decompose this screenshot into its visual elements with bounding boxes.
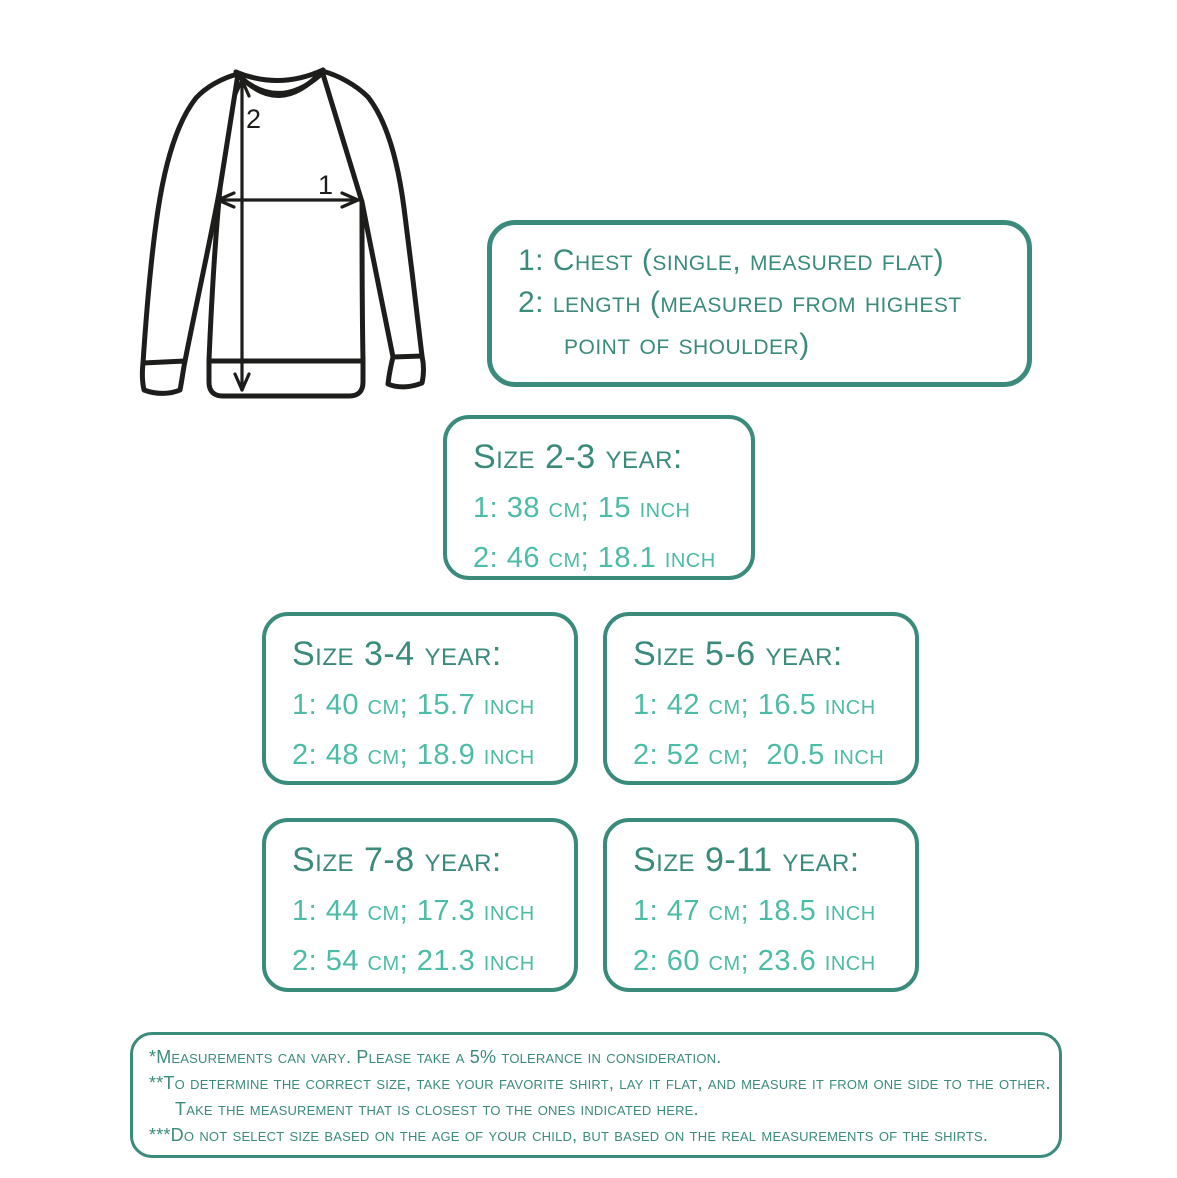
legend-line-length: 2: length (measured from highest xyxy=(518,286,962,319)
notes-box xyxy=(130,1032,1062,1158)
size-title: Size 2-3 year: xyxy=(473,438,683,476)
size-length-value: 2: 60 cm; 23.6 inch xyxy=(633,945,876,977)
note-age-warning: ***Do not select size based on the age of your child, but based on the real measurements of the shirts. xyxy=(149,1125,989,1145)
size-title: Size 7-8 year: xyxy=(292,841,502,879)
size-box-3-4-year xyxy=(262,612,578,785)
shirt-outline xyxy=(142,70,423,396)
size-length-value: 2: 46 cm; 18.1 inch xyxy=(473,542,716,574)
size-length-value: 2: 54 cm; 21.3 inch xyxy=(292,945,535,977)
note-how-to-measure-cont: Take the measurement that is closest to the ones indicated here. xyxy=(175,1099,699,1119)
size-chest-value: 1: 38 cm; 15 inch xyxy=(473,492,691,524)
size-chest-value: 1: 42 cm; 16.5 inch xyxy=(633,689,876,721)
size-length-value: 2: 52 cm; 20.5 inch xyxy=(633,739,885,771)
shirt-diagram xyxy=(132,50,482,435)
size-length-value: 2: 48 cm; 18.9 inch xyxy=(292,739,535,771)
legend-line-chest: 1: Chest (single, measured flat) xyxy=(518,244,945,277)
length-arrow-label: 2 xyxy=(246,104,262,134)
size-box-7-8-year xyxy=(262,818,578,992)
chest-arrow xyxy=(218,193,358,207)
note-how-to-measure: **To determine the correct size, take your favorite shirt, lay it flat, and measure it from one side to the other. xyxy=(149,1073,1051,1093)
note-tolerance: *Measurements can vary. Please take a 5% tolerance in consideration. xyxy=(149,1047,722,1067)
size-chest-value: 1: 47 cm; 18.5 inch xyxy=(633,895,876,927)
size-title: Size 9-11 year: xyxy=(633,841,860,879)
size-title: Size 5-6 year: xyxy=(633,635,843,673)
legend-line-length-cont: point of shoulder) xyxy=(564,328,810,361)
size-box-2-3-year xyxy=(443,415,755,580)
size-box-9-11-year xyxy=(603,818,919,992)
chest-arrow-label: 1 xyxy=(318,170,334,200)
size-title: Size 3-4 year: xyxy=(292,635,502,673)
legend-box xyxy=(487,220,1032,387)
size-box-5-6-year xyxy=(603,612,919,785)
size-chest-value: 1: 44 cm; 17.3 inch xyxy=(292,895,535,927)
size-chest-value: 1: 40 cm; 15.7 inch xyxy=(292,689,535,721)
